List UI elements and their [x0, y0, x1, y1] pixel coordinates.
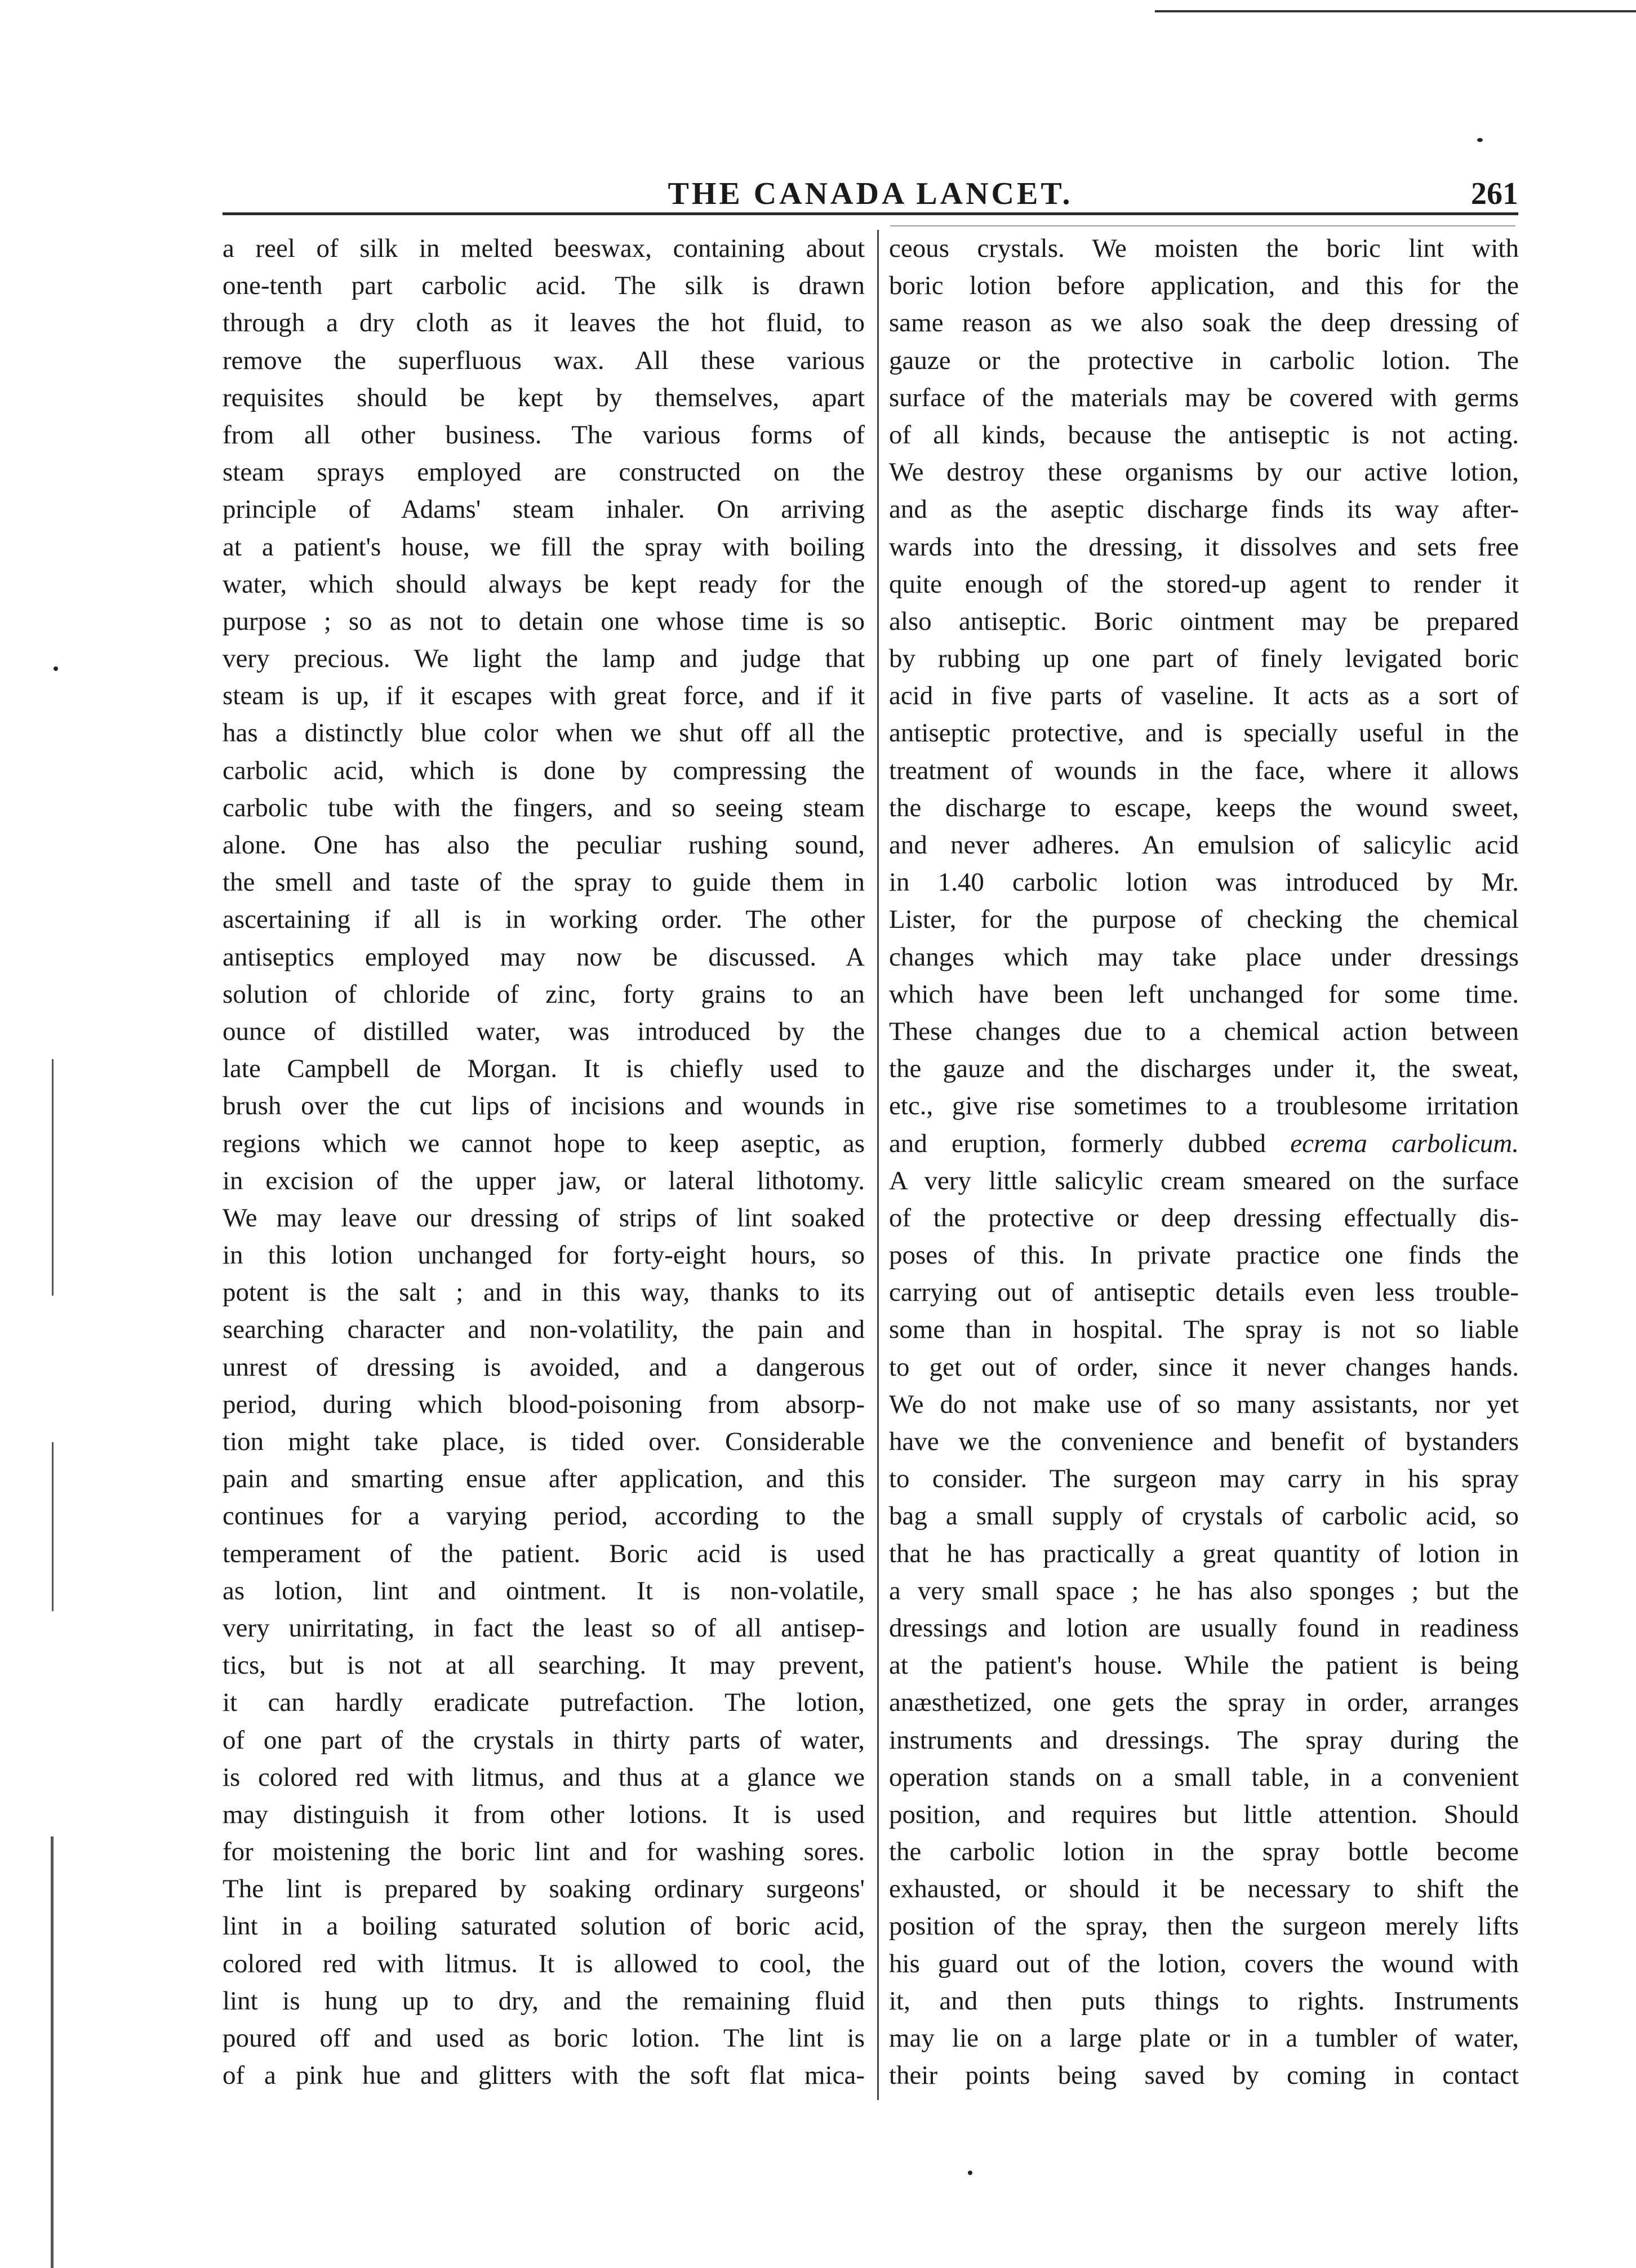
text-line: We may leave our dressing of strips of lint soaked: [223, 1203, 865, 1233]
text-line: The lint is prepared by soaking ordinary surgeons': [223, 1874, 865, 1904]
text-line: bag a small supply of crystals of carbolic acid, so: [889, 1501, 1519, 1531]
text-line: at the patient's house. While the patient is being: [889, 1651, 1519, 1680]
text-line: etc., give rise sometimes to a troublesome irritation: [889, 1091, 1519, 1121]
text-line: it, and then puts things to rights. Instruments: [889, 1986, 1519, 2016]
text-line: ounce of distilled water, was introduced by the: [223, 1016, 865, 1046]
text-line: to get out of order, since it never changes hands.: [889, 1352, 1519, 1382]
text-line: acid in five parts of vaseline. It acts as a sort of: [889, 681, 1519, 711]
text-line: continues for a varying period, according to the: [223, 1501, 865, 1531]
column-divider: [877, 230, 879, 2100]
text-line: in 1.40 carbolic lotion was introduced by Mr.: [889, 868, 1519, 897]
margin-scan-mark: [51, 1836, 54, 2268]
text-line: A very little salicylic cream smeared on the surface: [889, 1166, 1519, 1195]
text-line: instruments and dressings. The spray during the: [889, 1725, 1519, 1755]
page-number: 261: [1471, 176, 1518, 211]
text-line: purpose ; so as not to detain one whose time is so: [223, 606, 865, 636]
header-rule: [223, 212, 1518, 215]
text-line: We do not make use of so many assistants, nor yet: [889, 1389, 1519, 1419]
text-line: remove the superfluous wax. All these various: [223, 345, 865, 375]
text-line: colored red with litmus. It is allowed to cool, the: [223, 1949, 865, 1978]
text-line: at a patient's house, we fill the spray with boiling: [223, 532, 865, 562]
text-line: and eruption, formerly dubbed ecrema carbolicum.: [889, 1128, 1519, 1158]
text-line: changes which may take place under dressings: [889, 942, 1519, 972]
text-line: surface of the materials may be covered with germs: [889, 383, 1519, 412]
header-rule-faint: [890, 225, 1515, 226]
text-line: have we the convenience and benefit of bystanders: [889, 1427, 1519, 1456]
text-line: may distinguish it from other lotions. It is used: [223, 1799, 865, 1829]
text-line: it can hardly eradicate putrefaction. The lotion,: [223, 1688, 865, 1718]
text-line: anæsthetized, one gets the spray in order, arranges: [889, 1688, 1519, 1718]
text-line: alone. One has also the peculiar rushing sound,: [223, 830, 865, 860]
text-line: and as the aseptic discharge finds its way after-: [889, 495, 1519, 524]
text-line: carbolic tube with the fingers, and so seeing steam: [223, 793, 865, 822]
text-line: may lie on a large plate or in a tumbler of water,: [889, 2024, 1519, 2053]
text-line: same reason as we also soak the deep dressing of: [889, 308, 1519, 338]
text-line: that he has practically a great quantity of lotion in: [889, 1538, 1519, 1568]
text-line: potent is the salt ; and in this way, thanks to its: [223, 1278, 865, 1308]
text-line: a very small space ; he has also sponges ; but the: [889, 1576, 1519, 1606]
ink-speck: [54, 666, 58, 671]
text-line: temperament of the patient. Boric acid is used: [223, 1538, 865, 1568]
text-line: steam sprays employed are constructed on the: [223, 457, 865, 487]
text-line: exhausted, or should it be necessary to shift the: [889, 1874, 1519, 1904]
text-line: and never adheres. An emulsion of salicylic acid: [889, 830, 1519, 860]
margin-scan-mark: [52, 1059, 54, 1296]
text-line: These changes due to a chemical action between: [889, 1016, 1519, 1046]
text-line: requisites should be kept by themselves, apart: [223, 383, 865, 412]
text-line: is colored red with litmus, and thus at a glance we: [223, 1762, 865, 1792]
text-line: of the protective or deep dressing effectually dis-: [889, 1203, 1519, 1233]
text-line: the gauze and the discharges under it, the sweat,: [889, 1054, 1519, 1084]
text-line: pain and smarting ensue after application, and this: [223, 1464, 865, 1494]
text-line: water, which should always be kept ready for the: [223, 569, 865, 599]
text-line: by rubbing up one part of finely levigated boric: [889, 644, 1519, 674]
text-line: in this lotion unchanged for forty-eight hours, so: [223, 1240, 865, 1270]
text-line: Lister, for the purpose of checking the chemical: [889, 905, 1519, 935]
top-edge-rule: [1155, 10, 1636, 12]
text-line: through a dry cloth as it leaves the hot fluid, to: [223, 308, 865, 338]
text-line: operation stands on a small table, in a convenient: [889, 1762, 1519, 1792]
text-line: of all kinds, because the antiseptic is not acting.: [889, 420, 1519, 450]
text-line: antiseptic protective, and is specially useful in the: [889, 718, 1519, 748]
text-line: also antiseptic. Boric ointment may be prepared: [889, 606, 1519, 636]
right-column: [889, 230, 1519, 2094]
margin-scan-mark: [52, 1442, 54, 1611]
text-line: tics, but is not at all searching. It may prevent,: [223, 1651, 865, 1680]
text-line: has a distinctly blue color when we shut off all the: [223, 718, 865, 748]
ink-speck: [968, 2171, 972, 2175]
text-line: of one part of the crystals in thirty parts of water,: [223, 1725, 865, 1755]
text-line: ceous crystals. We moisten the boric lint with: [889, 234, 1519, 263]
text-line: carrying out of antiseptic details even less trouble-: [889, 1278, 1519, 1308]
text-line: quite enough of the stored-up agent to render it: [889, 569, 1519, 599]
text-line: regions which we cannot hope to keep aseptic, as: [223, 1128, 865, 1158]
text-line: treatment of wounds in the face, where it allows: [889, 755, 1519, 785]
text-line: solution of chloride of zinc, forty grains to an: [223, 979, 865, 1009]
text-line: from all other business. The various forms of: [223, 420, 865, 450]
text-line: antiseptics employed may now be discussed. A: [223, 942, 865, 972]
text-line: very precious. We light the lamp and judge that: [223, 644, 865, 674]
text-line: position, and requires but little attention. Should: [889, 1799, 1519, 1829]
text-line: as lotion, lint and ointment. It is non-volatile,: [223, 1576, 865, 1606]
text-line: to consider. The surgeon may carry in his spray: [889, 1464, 1519, 1494]
text-line: their points being saved by coming in contact: [889, 2061, 1519, 2091]
text-line: searching character and non-volatility, the pain and: [223, 1315, 865, 1345]
ink-speck: [1477, 138, 1483, 142]
text-line: ascertaining if all is in working order. The other: [223, 905, 865, 935]
text-line: period, during which blood-poisoning from absorp-: [223, 1389, 865, 1419]
text-line: poses of this. In private practice one finds the: [889, 1240, 1519, 1270]
journal-title: THE CANADA LANCET.: [668, 176, 1073, 211]
text-line: wards into the dressing, it dissolves and sets free: [889, 532, 1519, 562]
text-line: a reel of silk in melted beeswax, containing about: [223, 234, 865, 263]
left-column: [223, 230, 865, 2094]
text-line: position of the spray, then the surgeon merely lifts: [889, 1911, 1519, 1941]
text-line: one-tenth part carbolic acid. The silk is drawn: [223, 271, 865, 301]
text-line: carbolic acid, which is done by compressing the: [223, 755, 865, 785]
text-line: the carbolic lotion in the spray bottle become: [889, 1837, 1519, 1867]
text-line: tion might take place, is tided over. Considerable: [223, 1427, 865, 1456]
text-line: some than in hospital. The spray is not so liable: [889, 1315, 1519, 1345]
text-line: which have been left unchanged for some time.: [889, 979, 1519, 1009]
text-line: the discharge to escape, keeps the wound sweet,: [889, 793, 1519, 822]
text-line: brush over the cut lips of incisions and wounds in: [223, 1091, 865, 1121]
text-line: poured off and used as boric lotion. The lint is: [223, 2024, 865, 2053]
text-line: unrest of dressing is avoided, and a dangerous: [223, 1352, 865, 1382]
text-line: the smell and taste of the spray to guide them in: [223, 868, 865, 897]
text-line: lint in a boiling saturated solution of boric acid,: [223, 1911, 865, 1941]
text-line: gauze or the protective in carbolic lotion. The: [889, 345, 1519, 375]
text-line: his guard out of the lotion, covers the wound with: [889, 1949, 1519, 1978]
text-line: of a pink hue and glitters with the soft flat mica-: [223, 2061, 865, 2091]
text-line: dressings and lotion are usually found in readiness: [889, 1613, 1519, 1643]
text-line: lint is hung up to dry, and the remaining fluid: [223, 1986, 865, 2016]
text-line: for moistening the boric lint and for washing sores.: [223, 1837, 865, 1867]
text-line: We destroy these organisms by our active lotion,: [889, 457, 1519, 487]
text-line: in excision of the upper jaw, or lateral lithotomy.: [223, 1166, 865, 1195]
text-line: principle of Adams' steam inhaler. On arriving: [223, 495, 865, 524]
text-line: boric lotion before application, and this for the: [889, 271, 1519, 301]
text-line: steam is up, if it escapes with great force, and if it: [223, 681, 865, 711]
text-line: very unirritating, in fact the least so of all antisep-: [223, 1613, 865, 1643]
text-line: late Campbell de Morgan. It is chiefly used to: [223, 1054, 865, 1084]
